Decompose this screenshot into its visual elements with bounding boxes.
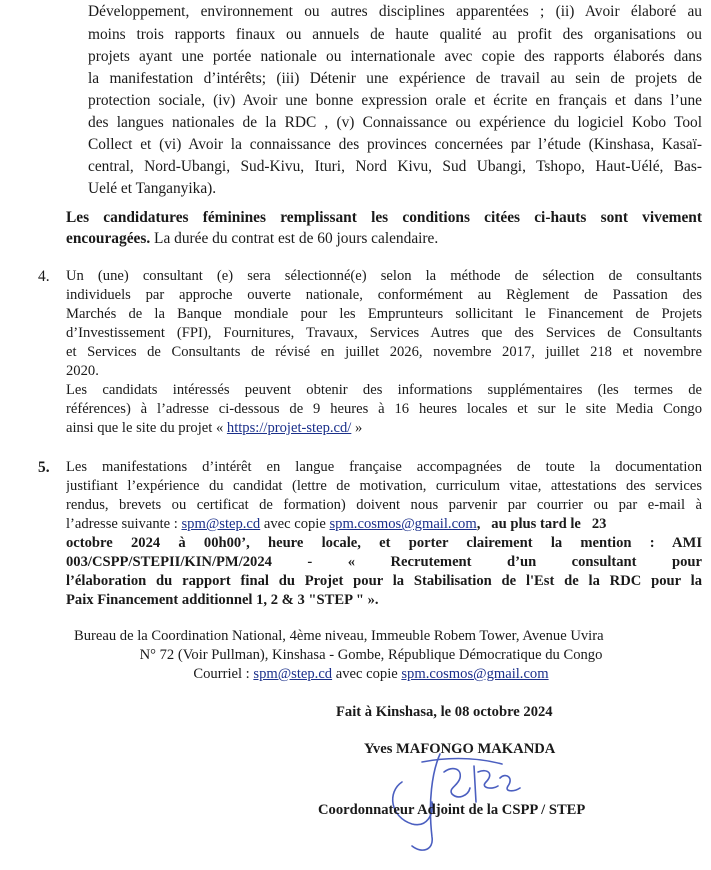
text-line: moins trois rapports finaux ou annuels de haute qualité au profit des organisations ou	[88, 26, 702, 43]
copy-text: avec copie	[332, 666, 402, 682]
signatory-name: Yves MAFONGO MAKANDA	[364, 741, 556, 757]
signature-image	[382, 742, 552, 857]
email-link-spm[interactable]: spm@step.cd	[181, 516, 261, 532]
signatory-title: Coordonnateur Adjoint de la CSPP / STEP	[318, 802, 586, 818]
project-site-prefix: ainsi que le site du projet «	[66, 420, 227, 436]
bold-text-line: Les candidatures féminines remplissant les conditions citées ci-hauts sont vivement	[66, 209, 702, 226]
address-line: Bureau de la Coordination National, 4ème niveau, Immeuble Robem Tower, Avenue Uvira	[74, 628, 604, 644]
item-number: 5.	[38, 459, 50, 476]
text-line: Collect et (vi) Avoir la connaissance des provinces concernées par l’étude (Kinshasa, Kasaï-	[88, 136, 702, 153]
text-line	[66, 419, 362, 438]
email-link-spm[interactable]: spm@step.cd	[253, 666, 333, 682]
text-line: individuels par approche ouverte nationale, conformément au Règlement de Passation des	[66, 287, 702, 303]
bold-text-line: 003/CSPP/STEPII/KIN/PM/2024 - « Recrutement d’un consultant pour	[66, 554, 702, 570]
text-line: Marchés de la Banque mondiale pour les Emprunteurs sollicitant le Financement de Projets	[66, 306, 702, 322]
address-prefix: l’adresse suivante :	[66, 516, 182, 532]
text-line: Un (une) consultant (e) sera sélectionné(e) selon la méthode de sélection de consultants	[66, 268, 702, 284]
text-line: d’Investissement (FPI), Fournitures, Travaux, Services Autres que des Services de Consultants	[66, 325, 702, 341]
text-line: projets ayant une portée nationale ou internationale avec copie des rapports élaborés dans	[88, 48, 702, 65]
text-line: des langues nationales de la RDC , (v) Connaissance ou expérience du logiciel Kobo Tool	[88, 114, 702, 131]
place-date: Fait à Kinshasa, le 08 octobre 2024	[336, 704, 553, 720]
text-line	[66, 229, 438, 249]
item-number: 4.	[38, 268, 50, 285]
bold-text-line: octobre 2024 à 00h00’, heure locale, et porter clairement la mention : AMI	[66, 535, 702, 551]
project-site-link[interactable]: https://projet-step.cd/	[226, 420, 352, 436]
courriel-line	[74, 665, 668, 684]
address-line: N° 72 (Voir Pullman), Kinshasa - Gombe, République Démocratique du Congo	[139, 647, 603, 663]
email-link-cosmos[interactable]: spm.cosmos@gmail.com	[329, 516, 477, 532]
text-line: Uelé et Tanganyika).	[88, 180, 217, 197]
email-link-cosmos[interactable]: spm.cosmos@gmail.com	[401, 666, 549, 682]
text-line: central, Nord-Ubangi, Sud-Kivu, Ituri, Nord Kivu, Sud Ubangi, Tshopo, Haut-Uélé, Bas-	[88, 158, 702, 175]
bold-text-line: Paix Financement additionnel 1, 2 & 3 "STEP " ».	[66, 592, 379, 608]
bold-text: encouragées.	[66, 230, 151, 247]
copy-text: avec copie	[260, 516, 330, 532]
text-line: Les manifestations d’intérêt en langue française accompagnées de toute la documentation	[66, 459, 702, 475]
deadline-text: , au plus tard le 23	[476, 516, 607, 532]
text-line: Développement, environnement ou autres disciplines apparentées ; (ii) Avoir élaboré au	[88, 3, 702, 20]
courriel-label: Courriel :	[193, 666, 254, 682]
text-line: rendus, brevets ou certificat de formation) doivent nous parvenir par courrier ou par e-mail à	[66, 497, 702, 513]
contract-duration-text: La durée du contrat est de 60 jours calendaire.	[150, 230, 439, 247]
text-line: et Services de Consultants de révisé en juillet 2026, novembre 2017, juillet 218 et novembre	[66, 344, 702, 360]
text-line	[66, 515, 606, 534]
text-line: justifiant l’expérience du candidat (lettre de motivation, curriculum vitae, attestations des services	[66, 478, 702, 494]
project-site-suffix: »	[351, 420, 363, 436]
text-line: 2020.	[66, 363, 99, 379]
bold-text-line: l’élaboration du rapport final du Projet pour la Stabilisation de l'Est de la RDC pour la	[66, 573, 702, 589]
text-line: la manifestation d’intérêts; (iii) Détenir une expérience de travail au sein de projets de	[88, 70, 702, 87]
text-line: protection sociale, (iv) Avoir une bonne expression orale et écrite en français et dans l’une	[88, 92, 702, 109]
text-line: références) à l’adresse ci-dessous de 9 heures à 16 heures locales et sur le site Media Congo	[66, 401, 702, 417]
text-line: Les candidats intéressés peuvent obtenir des informations supplémentaires (les termes de	[66, 382, 702, 398]
